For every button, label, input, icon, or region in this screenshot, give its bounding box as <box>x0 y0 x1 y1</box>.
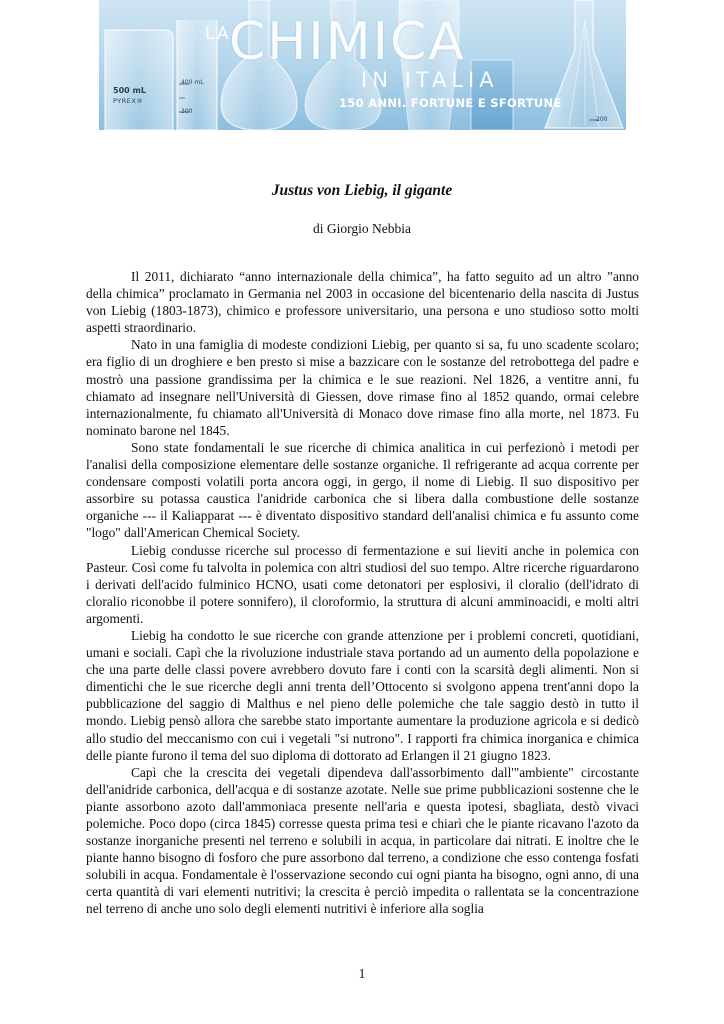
beaker-volume-label: 500 mL <box>113 86 146 95</box>
beaker-brand-label: PYREX® <box>113 97 144 105</box>
graduation-200-label: 200 <box>596 116 608 123</box>
banner-tagline: 150 ANNI. FORTUNE E SFORTUNE <box>339 96 562 110</box>
article-author: di Giorgio Nebbia <box>313 221 411 236</box>
banner-title-sub: IN ITALIA <box>361 68 499 92</box>
banner-title-block <box>99 0 626 130</box>
graduation-400-label: 400 mL <box>181 79 204 86</box>
article-title: Justus von Liebig, il gigante <box>271 182 453 199</box>
article-body <box>86 268 639 918</box>
paragraph: Capì che la crescita dei vegetali dipendeva dall'assorbimento dall'"ambiente" circostante dell'anidride carbonica, dell'acqua e di sostanze azotate. Nelle sue prime pubblicazioni sostenne che le piante assorbono azoto dall'ammoniaca presente nell'aria e questa ipotesi, sbagliata, destò vivaci polemiche. Poco dopo (circa 1845) corresse questa prima tesi e chiarì che le piante ricavano l'azoto da sostanze inorganiche presenti nel terreno e solubili in acqua, in particolare dai nitrati. E inoltre che le piante hanno bisogno di fosforo che pure assorbono dal terreno, a condizione che esso contenga fosfati solubili in acqua. Fondamentale è l'osservazione secondo cui ogni pianta ha bisogno, ogni anno, di una certa quantità di vari elementi nutritivi; la crescita è perciò impedita o rallentata se la concentrazione nel terreno di anche uno solo degli elementi nutritivi è inferiore alla soglia <box>86 764 639 917</box>
paragraph: Liebig ha condotto le sue ricerche con grande attenzione per i problemi concreti, quotidiani, umani e sociali. Capì che la rivoluzione industriale stava portando ad un aumento della popolazione e che una parte delle classi povere avrebbero dovuto fare i conti con la scarsità degli alimenti. Non si dimentichi che le sue ricerche degli anni trenta dell’Ottocento si svolgono appena trent'anni dopo la pubblicazione del saggio di Malthus e nel pieno delle polemiche che tale saggio destò in tutto il mondo. Liebig pensò allora che sarebbe stato importante aumentare la produzione agricola e si dedicò allo studio del meccanismo con cui i vegetali "si nutrono". I rapporti fra chimica inorganica e chimica delle piante furono il tema del suo diploma di dottorato ad Erlangen il 21 giugno 1823. <box>86 627 639 763</box>
graduation-300-label: 300 <box>181 108 193 115</box>
banner-title-main: CHIMICA <box>229 12 466 72</box>
paragraph: Il 2011, dichiarato “anno internazionale della chimica”, ha fatto seguito ad un altro ”anno della chimica” proclamato in Germania nel 2003 in occasione del bicentenario della nascita di Justus von Liebig (1803-1873), chimico e professore universitario, una persona e uno studioso sotto molti aspetti straordinario. <box>86 269 639 336</box>
paragraph: Nato in una famiglia di modeste condizioni Liebig, per quanto si sa, fu uno scadente scolaro; era figlio di un droghiere e ben presto si mise a bazzicare con le sostanze del retrobottega del padre e mostrò una passione grandissima per la chimica e le sue reazioni. Nel 1826, a ventitre anni, fu chiamato ad insegnare nell'Università di Giessen, dove rimase fino al 1852 quando, ormai celebre internazionalmente, fu chiamato all'Università di Monaco dove rimase fino alla morte, nel 1873. Fu nominato barone nel 1845. <box>86 337 639 438</box>
paragraph: Sono state fondamentali le sue ricerche di chimica analitica in cui perfezionò i metodi per l'analisi della composizione elementare delle sostanze organiche. Il refrigerante ad acqua corrente per condensare composti volatili porta ancora oggi, in gergo, il nome di Liebig. Il suo dispositivo per assorbire su potassa caustica l'anidride carbonica che si libera dalla combustione delle sostanze organiche --- il Kaliapparat --- è diventato dispositivo standard dell'analisi chimica e fu assunto come "logo" dall'American Chemical Society. <box>86 439 639 541</box>
header-banner <box>99 0 626 130</box>
page-number: 1 <box>358 966 366 981</box>
banner-title-small: LA <box>205 24 231 44</box>
paragraph: Liebig condusse ricerche sul processo di fermentazione e sui lieviti anche in polemica con Pasteur. Così come fu talvolta in polemica con altri studiosi del suo tempo. Altre ricerche riguardarono i derivati dell'acido fulminico HCNO, usati come detonatori per esplosivi, il cloralio (dell'idrato di cloralio riconobbe il potere sonnifero), il cloroformio, la struttura di alcuni amminoacidi, e molti altri argomenti. <box>86 542 639 626</box>
